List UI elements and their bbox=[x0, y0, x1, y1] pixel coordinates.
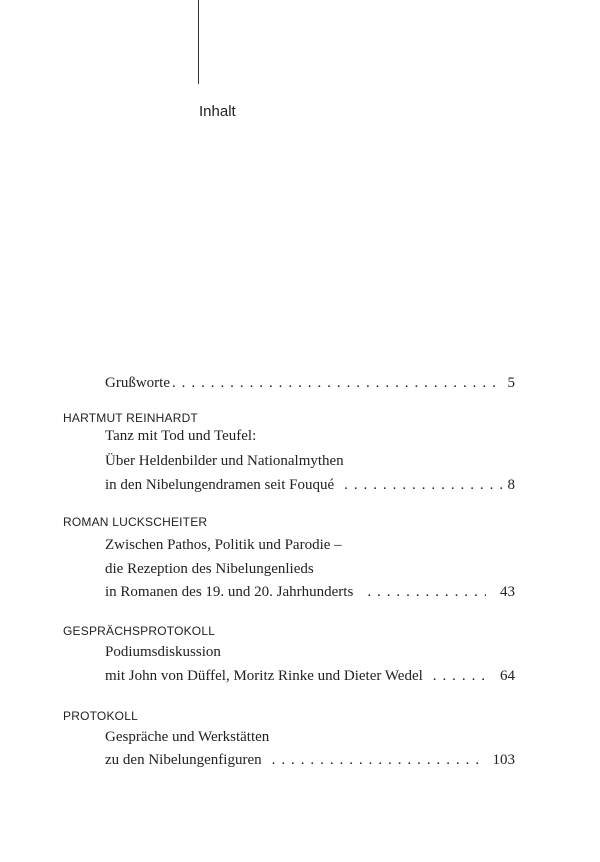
entry-title-line: die Rezeption des Nibelungenlieds bbox=[105, 561, 314, 577]
toc-entry-protokoll[interactable] bbox=[105, 750, 515, 770]
dot-leader bbox=[367, 582, 486, 602]
entry-title: in Romanen des 19. und 20. Jahrhunderts bbox=[105, 584, 354, 600]
section-author: HARTMUT REINHARDT bbox=[63, 411, 198, 425]
page-number: 103 bbox=[492, 752, 515, 768]
dot-leader bbox=[433, 666, 486, 686]
section-author: PROTOKOLL bbox=[63, 709, 138, 723]
page-title: Inhalt bbox=[199, 103, 236, 120]
entry-title-line: Tanz mit Tod und Teufel: bbox=[105, 428, 257, 444]
entry-title: zu den Nibelungenfiguren bbox=[105, 752, 262, 768]
section-author: ROMAN LUCKSCHEITER bbox=[63, 515, 208, 529]
toc-entry-reinhardt[interactable] bbox=[105, 475, 515, 495]
page-number: 64 bbox=[500, 668, 515, 684]
toc-entry-podiumsdiskussion[interactable] bbox=[105, 666, 515, 686]
entry-title: in den Nibelungendramen seit Fouqué bbox=[105, 477, 335, 493]
page-number: 8 bbox=[507, 477, 515, 493]
toc-entry-luckscheiter[interactable] bbox=[105, 582, 515, 602]
dot-leader bbox=[272, 750, 479, 770]
entry-title-line: Gespräche und Werkstätten bbox=[105, 729, 270, 745]
entry-title-line: Über Heldenbilder und Nationalmythen bbox=[105, 453, 344, 469]
entry-title-line: Podiumsdiskussion bbox=[105, 644, 221, 660]
toc-entry-grussworte[interactable] bbox=[105, 373, 515, 393]
vertical-rule bbox=[198, 0, 199, 84]
page-number: 43 bbox=[500, 584, 515, 600]
entry-title: mit John von Düffel, Moritz Rinke und Dieter Wedel bbox=[105, 668, 423, 684]
page-number: 5 bbox=[507, 375, 515, 391]
entry-title: Grußworte bbox=[105, 375, 170, 391]
section-author: GESPRÄCHSPROTOKOLL bbox=[63, 624, 216, 638]
dot-leader bbox=[172, 373, 502, 393]
entry-title-line: Zwischen Pathos, Politik und Parodie – bbox=[105, 537, 342, 553]
dot-leader bbox=[344, 475, 501, 495]
